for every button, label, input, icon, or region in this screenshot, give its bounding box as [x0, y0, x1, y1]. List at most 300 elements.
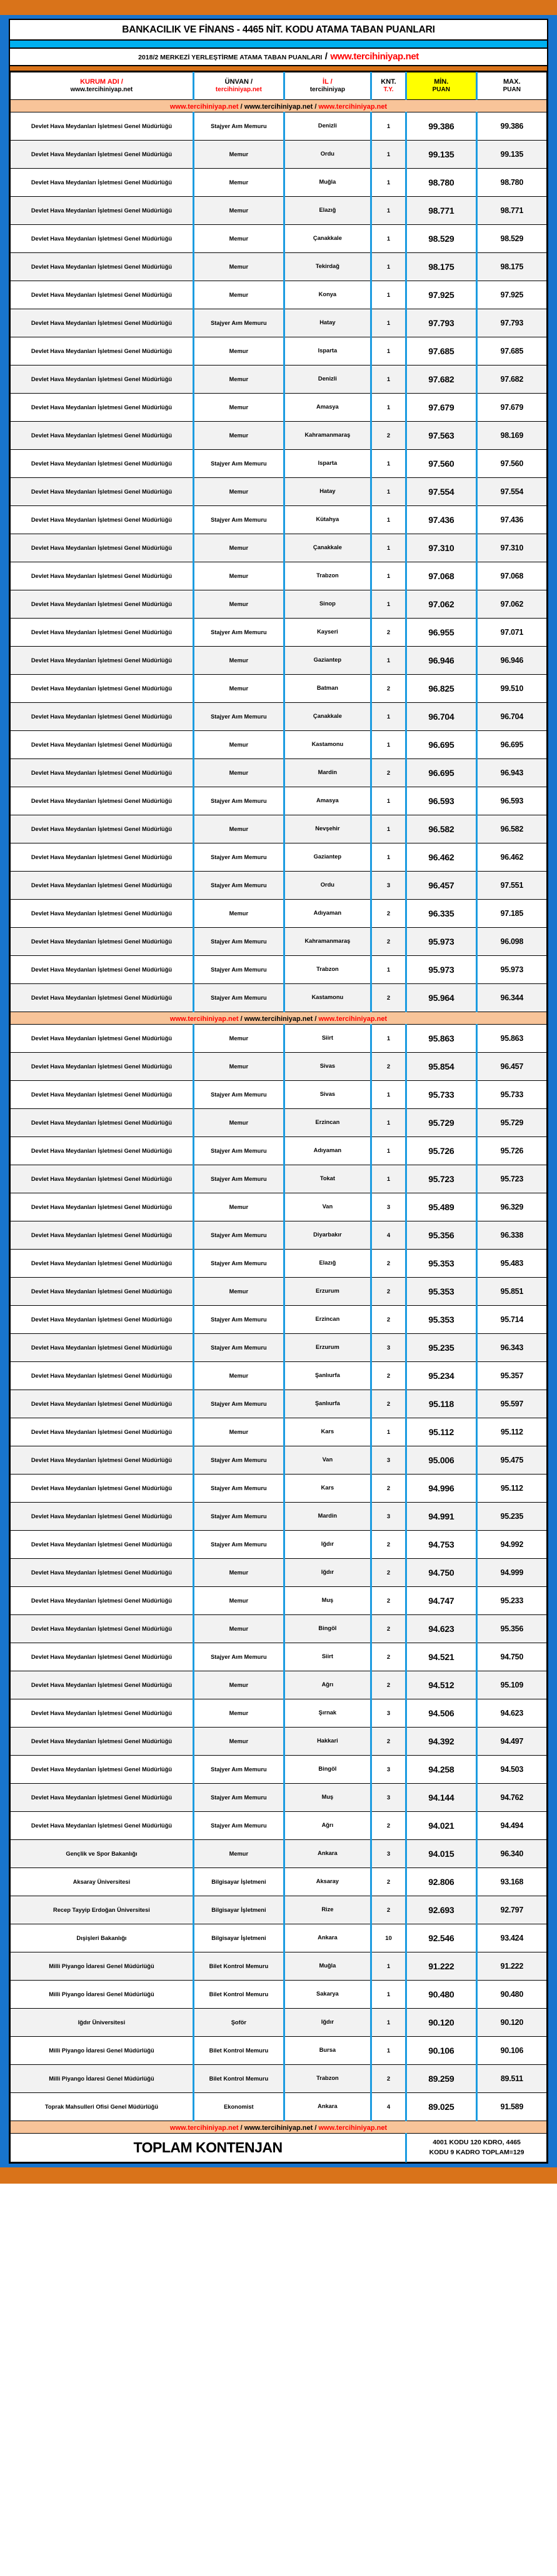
cell-kurum-adi: Devlet Hava Meydanları İşletmesi Genel Müdürlüğü — [11, 1587, 194, 1615]
cell-unvan: Memur — [193, 590, 284, 619]
promo-link-2[interactable]: www.tercihiniyap.net — [244, 102, 313, 111]
cell-kontenjan: 1 — [371, 815, 406, 843]
cell-max-puan: 96.098 — [476, 928, 546, 956]
cell-min-puan: 95.118 — [406, 1390, 476, 1418]
cell-il: Tekirdağ — [284, 253, 371, 281]
cell-max-puan: 98.780 — [476, 169, 546, 197]
table-row — [11, 1924, 547, 1952]
cell-kurum-adi: Devlet Hava Meydanları İşletmesi Genel Müdürlüğü — [11, 1334, 194, 1362]
cell-max-puan: 95.475 — [476, 1446, 546, 1474]
cell-unvan: Stajyer Aım Memuru — [193, 1137, 284, 1165]
cell-kurum-adi: Iğdır Üniversitesi — [11, 2009, 194, 2037]
cell-il: Bingöl — [284, 1615, 371, 1643]
cell-max-puan: 97.793 — [476, 309, 546, 337]
promo-link-2[interactable]: www.tercihiniyap.net — [244, 2124, 313, 2132]
cell-kurum-adi: Devlet Hava Meydanları İşletmesi Genel Müdürlüğü — [11, 1728, 194, 1756]
cell-il: Nevşehir — [284, 815, 371, 843]
col-header-knt — [371, 72, 406, 100]
cell-unvan: Stajyer Aım Memuru — [193, 309, 284, 337]
cell-il: Adıyaman — [284, 1137, 371, 1165]
cell-kurum-adi: Devlet Hava Meydanları İşletmesi Genel Müdürlüğü — [11, 1362, 194, 1390]
cell-il: Ağrı — [284, 1812, 371, 1840]
table-row — [11, 1250, 547, 1278]
cell-kontenjan: 1 — [371, 843, 406, 872]
table-row — [11, 872, 547, 900]
table-row — [11, 422, 547, 450]
cell-unvan: Memur — [193, 1615, 284, 1643]
cell-unvan: Stajyer Aım Memuru — [193, 619, 284, 647]
table-row — [11, 843, 547, 872]
cell-kontenjan: 3 — [371, 1840, 406, 1868]
cell-max-puan: 94.503 — [476, 1756, 546, 1784]
cell-kurum-adi: Devlet Hava Meydanları İşletmesi Genel Müdürlüğü — [11, 1025, 194, 1053]
cell-kurum-adi: Devlet Hava Meydanları İşletmesi Genel Müdürlüğü — [11, 309, 194, 337]
cell-kurum-adi: Devlet Hava Meydanları İşletmesi Genel Müdürlüğü — [11, 759, 194, 787]
sheet — [9, 19, 548, 2164]
cell-il: Hatay — [284, 478, 371, 506]
cell-max-puan: 97.185 — [476, 900, 546, 928]
cell-il: Ordu — [284, 872, 371, 900]
table-header-row — [11, 72, 547, 100]
cell-il: Siirt — [284, 1025, 371, 1053]
cell-unvan: Bilgisayar İşletmeni — [193, 1924, 284, 1952]
cell-unvan: Memur — [193, 1587, 284, 1615]
cell-kurum-adi: Devlet Hava Meydanları İşletmesi Genel Müdürlüğü — [11, 731, 194, 759]
cell-min-puan: 95.733 — [406, 1081, 476, 1109]
promo-banner-row — [11, 2121, 547, 2134]
table-row — [11, 1278, 547, 1306]
cell-kurum-adi: Devlet Hava Meydanları İşletmesi Genel Müdürlüğü — [11, 956, 194, 984]
cell-max-puan: 97.682 — [476, 366, 546, 394]
cell-max-puan: 94.999 — [476, 1559, 546, 1587]
cell-il: Van — [284, 1446, 371, 1474]
cell-kontenjan: 2 — [371, 1390, 406, 1418]
cell-max-puan: 98.771 — [476, 197, 546, 225]
cell-max-puan: 93.424 — [476, 1924, 546, 1952]
table-row — [11, 928, 547, 956]
cell-unvan: Memur — [193, 1418, 284, 1446]
table-row — [11, 1981, 547, 2009]
cell-kontenjan: 2 — [371, 1474, 406, 1503]
cell-max-puan: 90.106 — [476, 2037, 546, 2065]
cell-kurum-adi: Milli Piyango İdaresi Genel Müdürlüğü — [11, 1952, 194, 1981]
table-row — [11, 1503, 547, 1531]
table-row — [11, 1531, 547, 1559]
cell-il: Denizli — [284, 366, 371, 394]
col-header-kurum — [11, 72, 194, 100]
cell-unvan: Memur — [193, 1362, 284, 1390]
cell-min-puan: 97.310 — [406, 534, 476, 562]
cell-kontenjan: 2 — [371, 1643, 406, 1671]
promo-link-3[interactable]: www.tercihiniyap.net — [318, 102, 388, 111]
cell-kurum-adi: Devlet Hava Meydanları İşletmesi Genel Müdürlüğü — [11, 647, 194, 675]
cell-unvan: Memur — [193, 534, 284, 562]
cell-unvan: Stajyer Aım Memuru — [193, 1474, 284, 1503]
cell-min-puan: 94.747 — [406, 1587, 476, 1615]
cell-max-puan: 97.071 — [476, 619, 546, 647]
cell-min-puan: 91.222 — [406, 1952, 476, 1981]
col-header-kurum-line2: www.tercihiniyap.net — [70, 86, 133, 94]
cell-min-puan: 95.723 — [406, 1165, 476, 1193]
cell-max-puan: 92.797 — [476, 1896, 546, 1924]
cell-kontenjan: 1 — [371, 197, 406, 225]
cell-min-puan: 97.436 — [406, 506, 476, 534]
table-row — [11, 1559, 547, 1587]
cell-unvan: Stajyer Aım Memuru — [193, 787, 284, 815]
cell-il: Iğdır — [284, 1531, 371, 1559]
cell-kontenjan: 3 — [371, 1334, 406, 1362]
cell-kurum-adi: Devlet Hava Meydanları İşletmesi Genel Müdürlüğü — [11, 1418, 194, 1446]
cell-il: Trabzon — [284, 562, 371, 590]
cell-max-puan: 97.679 — [476, 394, 546, 422]
cell-kurum-adi: Devlet Hava Meydanları İşletmesi Genel Müdürlüğü — [11, 900, 194, 928]
table-row — [11, 169, 547, 197]
cell-unvan: Bilet Kontrol Memuru — [193, 1952, 284, 1981]
promo-link-3[interactable]: www.tercihiniyap.net — [318, 2124, 388, 2132]
cell-min-puan: 94.144 — [406, 1784, 476, 1812]
col-header-il-line1: İL / — [323, 78, 333, 86]
cell-max-puan: 95.733 — [476, 1081, 546, 1109]
cell-kontenjan: 1 — [371, 394, 406, 422]
cell-min-puan: 95.112 — [406, 1418, 476, 1446]
cell-kontenjan: 1 — [371, 253, 406, 281]
cell-max-puan: 96.340 — [476, 1840, 546, 1868]
cell-kontenjan: 1 — [371, 506, 406, 534]
cell-kurum-adi: Devlet Hava Meydanları İşletmesi Genel Müdürlüğü — [11, 422, 194, 450]
cell-kurum-adi: Devlet Hava Meydanları İşletmesi Genel Müdürlüğü — [11, 1221, 194, 1250]
cell-il: Mardin — [284, 759, 371, 787]
cell-min-puan: 95.489 — [406, 1193, 476, 1221]
cell-kontenjan: 1 — [371, 309, 406, 337]
table-row — [11, 900, 547, 928]
table-row — [11, 1587, 547, 1615]
cell-max-puan: 99.135 — [476, 141, 546, 169]
cell-il: Kars — [284, 1418, 371, 1446]
cell-kontenjan: 1 — [371, 478, 406, 506]
cell-unvan: Memur — [193, 1109, 284, 1137]
cell-il: Çanakkale — [284, 225, 371, 253]
cell-min-puan: 98.780 — [406, 169, 476, 197]
col-header-knt-line1: KNT. — [381, 78, 396, 86]
cell-kurum-adi: Devlet Hava Meydanları İşletmesi Genel Müdürlüğü — [11, 1671, 194, 1699]
cell-max-puan: 96.695 — [476, 731, 546, 759]
cell-min-puan: 90.480 — [406, 1981, 476, 2009]
promo-link-3[interactable]: www.tercihiniyap.net — [318, 1015, 388, 1023]
cell-max-puan: 95.973 — [476, 956, 546, 984]
cell-kurum-adi: Milli Piyango İdaresi Genel Müdürlüğü — [11, 1981, 194, 2009]
cell-unvan: Bilet Kontrol Memuru — [193, 2065, 284, 2093]
table-row — [11, 1193, 547, 1221]
cell-kurum-adi: Gençlik ve Spor Bakanlığı — [11, 1840, 194, 1868]
cell-min-puan: 90.106 — [406, 2037, 476, 2065]
cell-kurum-adi: Devlet Hava Meydanları İşletmesi Genel Müdürlüğü — [11, 450, 194, 478]
cell-unvan: Memur — [193, 1840, 284, 1868]
cell-min-puan: 96.462 — [406, 843, 476, 872]
cell-unvan: Memur — [193, 1699, 284, 1728]
table-row — [11, 675, 547, 703]
cell-il: Aksaray — [284, 1868, 371, 1896]
cell-max-puan: 99.510 — [476, 675, 546, 703]
cell-min-puan: 95.729 — [406, 1109, 476, 1137]
page-title-text: BANKACILIK VE FİNANS - 4465 NİT. KODU ATAMA TABAN PUANLARI — [122, 24, 435, 35]
cell-il: Kahramanmaraş — [284, 928, 371, 956]
cell-kurum-adi: Devlet Hava Meydanları İşletmesi Genel Müdürlüğü — [11, 1699, 194, 1728]
cell-max-puan: 97.551 — [476, 872, 546, 900]
cell-kontenjan: 2 — [371, 1278, 406, 1306]
cell-il: Sinop — [284, 590, 371, 619]
promo-separator-2: / — [313, 102, 319, 111]
cell-kurum-adi: Devlet Hava Meydanları İşletmesi Genel Müdürlüğü — [11, 197, 194, 225]
promo-link-1[interactable]: www.tercihiniyap.net — [169, 1015, 239, 1023]
cell-min-puan: 94.392 — [406, 1728, 476, 1756]
cell-kurum-adi: Devlet Hava Meydanları İşletmesi Genel Müdürlüğü — [11, 1812, 194, 1840]
cell-max-puan: 95.112 — [476, 1474, 546, 1503]
col-header-max-puan — [476, 72, 546, 100]
cell-max-puan: 96.704 — [476, 703, 546, 731]
cell-min-puan: 97.554 — [406, 478, 476, 506]
cell-kontenjan: 3 — [371, 872, 406, 900]
col-header-min-puan — [406, 72, 476, 100]
cell-kontenjan: 2 — [371, 619, 406, 647]
cell-kontenjan: 4 — [371, 1221, 406, 1250]
cell-il: Erzurum — [284, 1278, 371, 1306]
table-row — [11, 1840, 547, 1868]
cell-max-puan: 95.233 — [476, 1587, 546, 1615]
cell-kurum-adi: Devlet Hava Meydanları İşletmesi Genel Müdürlüğü — [11, 534, 194, 562]
table-row — [11, 647, 547, 675]
table-row — [11, 759, 547, 787]
cell-kurum-adi: Devlet Hava Meydanları İşletmesi Genel Müdürlüğü — [11, 1474, 194, 1503]
col-header-max-line2: PUAN — [503, 86, 521, 94]
cell-kurum-adi: Devlet Hava Meydanları İşletmesi Genel Müdürlüğü — [11, 787, 194, 815]
table-row — [11, 984, 547, 1012]
cell-kontenjan: 1 — [371, 112, 406, 141]
cell-min-puan: 94.623 — [406, 1615, 476, 1643]
promo-link-1[interactable]: www.tercihiniyap.net — [169, 2124, 239, 2132]
table-row — [11, 225, 547, 253]
cell-kurum-adi: Dışişleri Bakanlığı — [11, 1924, 194, 1952]
promo-banner-row — [11, 100, 547, 112]
cell-kontenjan: 1 — [371, 169, 406, 197]
cell-kurum-adi: Devlet Hava Meydanları İşletmesi Genel Müdürlüğü — [11, 1109, 194, 1137]
table-row — [11, 1165, 547, 1193]
cell-il: Mardin — [284, 1503, 371, 1531]
promo-link-1[interactable]: www.tercihiniyap.net — [169, 102, 239, 111]
cell-il: Sivas — [284, 1053, 371, 1081]
cell-il: Siirt — [284, 1643, 371, 1671]
cell-kontenjan: 2 — [371, 1896, 406, 1924]
cell-min-puan: 94.750 — [406, 1559, 476, 1587]
cell-kontenjan: 1 — [371, 2037, 406, 2065]
cell-il: Gaziantep — [284, 843, 371, 872]
cell-max-puan: 95.863 — [476, 1025, 546, 1053]
cell-unvan: Stajyer Aım Memuru — [193, 1081, 284, 1109]
score-table — [10, 72, 547, 2162]
cell-il: Bursa — [284, 2037, 371, 2065]
table-row — [11, 2009, 547, 2037]
cell-unvan: Stajyer Aım Memuru — [193, 1756, 284, 1784]
cell-il: Amasya — [284, 787, 371, 815]
cell-kontenjan: 2 — [371, 1306, 406, 1334]
subtitle-site-link[interactable]: www.tercihiniyap.net — [330, 51, 419, 62]
cell-min-puan: 96.457 — [406, 872, 476, 900]
cell-il: Şanlıurfa — [284, 1390, 371, 1418]
cell-min-puan: 97.068 — [406, 562, 476, 590]
cell-min-puan: 94.512 — [406, 1671, 476, 1699]
cell-kurum-adi: Devlet Hava Meydanları İşletmesi Genel Müdürlüğü — [11, 1306, 194, 1334]
cell-min-puan: 97.793 — [406, 309, 476, 337]
cell-unvan: Stajyer Aım Memuru — [193, 843, 284, 872]
cell-min-puan: 94.521 — [406, 1643, 476, 1671]
cell-kurum-adi: Devlet Hava Meydanları İşletmesi Genel Müdürlüğü — [11, 281, 194, 309]
cell-il: Trabzon — [284, 956, 371, 984]
total-value-line1: 4001 KODU 120 KDRO, 4465 — [433, 2139, 521, 2147]
cell-kontenjan: 1 — [371, 337, 406, 366]
cell-min-puan: 95.854 — [406, 1053, 476, 1081]
cell-min-puan: 97.560 — [406, 450, 476, 478]
table-row — [11, 731, 547, 759]
cell-max-puan: 94.623 — [476, 1699, 546, 1728]
table-row — [11, 1137, 547, 1165]
cell-max-puan: 95.357 — [476, 1362, 546, 1390]
cell-kontenjan: 1 — [371, 2009, 406, 2037]
cell-unvan: Memur — [193, 815, 284, 843]
cell-il: Denizli — [284, 112, 371, 141]
subtitle-separator: / — [324, 51, 328, 62]
cell-kontenjan: 2 — [371, 759, 406, 787]
cell-il: Ankara — [284, 2093, 371, 2121]
cell-max-puan: 97.436 — [476, 506, 546, 534]
cell-min-puan: 94.021 — [406, 1812, 476, 1840]
col-header-il — [284, 72, 371, 100]
col-header-min-line1: MİN. — [434, 78, 449, 86]
cell-kontenjan: 2 — [371, 1868, 406, 1896]
total-row — [11, 2134, 547, 2162]
cell-max-puan: 97.925 — [476, 281, 546, 309]
cell-max-puan: 96.338 — [476, 1221, 546, 1250]
cell-max-puan: 95.235 — [476, 1503, 546, 1531]
cell-kontenjan: 2 — [371, 1559, 406, 1587]
cell-kurum-adi: Devlet Hava Meydanları İşletmesi Genel Müdürlüğü — [11, 1053, 194, 1081]
cell-kontenjan: 2 — [371, 422, 406, 450]
promo-banner — [11, 1012, 547, 1025]
cell-max-puan: 99.386 — [476, 112, 546, 141]
cell-kurum-adi: Milli Piyango İdaresi Genel Müdürlüğü — [11, 2065, 194, 2093]
table-row — [11, 450, 547, 478]
cell-kurum-adi: Toprak Mahsulleri Ofisi Genel Müdürlüğü — [11, 2093, 194, 2121]
col-header-max-line1: MAX. — [503, 78, 521, 86]
table-row — [11, 1390, 547, 1418]
cell-kontenjan: 1 — [371, 225, 406, 253]
cell-unvan: Memur — [193, 225, 284, 253]
cell-max-puan: 95.597 — [476, 1390, 546, 1418]
cell-unvan: Şoför — [193, 2009, 284, 2037]
cell-max-puan: 98.169 — [476, 422, 546, 450]
col-header-il-line2: tercihiniyap — [309, 86, 345, 94]
cell-kurum-adi: Devlet Hava Meydanları İşletmesi Genel Müdürlüğü — [11, 590, 194, 619]
cell-kurum-adi: Milli Piyango İdaresi Genel Müdürlüğü — [11, 2037, 194, 2065]
cell-unvan: Stajyer Aım Memuru — [193, 1165, 284, 1193]
cell-max-puan: 96.329 — [476, 1193, 546, 1221]
cell-il: Ankara — [284, 1924, 371, 1952]
cell-kontenjan: 1 — [371, 787, 406, 815]
table-row — [11, 1728, 547, 1756]
cell-kurum-adi: Devlet Hava Meydanları İşletmesi Genel Müdürlüğü — [11, 225, 194, 253]
cell-max-puan: 95.714 — [476, 1306, 546, 1334]
cell-unvan: Memur — [193, 281, 284, 309]
cell-unvan: Memur — [193, 1025, 284, 1053]
promo-link-2[interactable]: www.tercihiniyap.net — [244, 1015, 313, 1023]
cell-kontenjan: 1 — [371, 731, 406, 759]
cell-max-puan: 96.344 — [476, 984, 546, 1012]
cell-kontenjan: 1 — [371, 534, 406, 562]
cell-kurum-adi: Devlet Hava Meydanları İşletmesi Genel Müdürlüğü — [11, 1081, 194, 1109]
cell-kontenjan: 1 — [371, 450, 406, 478]
cell-kurum-adi: Devlet Hava Meydanları İşletmesi Genel Müdürlüğü — [11, 675, 194, 703]
cell-kontenjan: 2 — [371, 984, 406, 1012]
cell-il: Çanakkale — [284, 703, 371, 731]
cell-min-puan: 97.679 — [406, 394, 476, 422]
cell-max-puan: 91.589 — [476, 2093, 546, 2121]
table-row — [11, 506, 547, 534]
cell-min-puan: 96.825 — [406, 675, 476, 703]
cell-min-puan: 89.025 — [406, 2093, 476, 2121]
cell-il: Elazığ — [284, 1250, 371, 1278]
table-row — [11, 337, 547, 366]
cell-kurum-adi: Recep Tayyip Erdoğan Üniversitesi — [11, 1896, 194, 1924]
cell-max-puan: 95.112 — [476, 1418, 546, 1446]
cell-il: Gaziantep — [284, 647, 371, 675]
cell-unvan: Memur — [193, 675, 284, 703]
table-row — [11, 1446, 547, 1474]
cell-max-puan: 94.992 — [476, 1531, 546, 1559]
cell-unvan: Bilgisayar İşletmeni — [193, 1868, 284, 1896]
cell-unvan: Bilet Kontrol Memuru — [193, 2037, 284, 2065]
cell-unvan: Stajyer Aım Memuru — [193, 450, 284, 478]
table-row — [11, 478, 547, 506]
cell-max-puan: 91.222 — [476, 1952, 546, 1981]
cell-il: Ordu — [284, 141, 371, 169]
cell-unvan: Stajyer Aım Memuru — [193, 1503, 284, 1531]
cell-kontenjan: 3 — [371, 1699, 406, 1728]
page-title — [10, 20, 547, 41]
total-value — [406, 2134, 547, 2162]
table-row — [11, 2037, 547, 2065]
cell-kontenjan: 1 — [371, 647, 406, 675]
cell-kurum-adi: Devlet Hava Meydanları İşletmesi Genel Müdürlüğü — [11, 562, 194, 590]
promo-separator-1: / — [238, 2124, 244, 2132]
cell-kontenjan: 1 — [371, 1137, 406, 1165]
cell-unvan: Stajyer Aım Memuru — [193, 928, 284, 956]
cell-unvan: Memur — [193, 394, 284, 422]
orange-divider — [10, 66, 547, 72]
cell-il: Kastamonu — [284, 984, 371, 1012]
table-footer — [11, 2134, 547, 2162]
cell-il: Erzurum — [284, 1334, 371, 1362]
cell-min-puan: 95.973 — [406, 928, 476, 956]
cyan-divider — [10, 41, 547, 49]
cell-kurum-adi: Devlet Hava Meydanları İşletmesi Genel Müdürlüğü — [11, 1278, 194, 1306]
promo-banner-row — [11, 1012, 547, 1025]
cell-kontenjan: 2 — [371, 1728, 406, 1756]
cell-il: Kütahya — [284, 506, 371, 534]
cell-min-puan: 97.925 — [406, 281, 476, 309]
cell-il: Iğdır — [284, 1559, 371, 1587]
cell-min-puan: 99.386 — [406, 112, 476, 141]
cell-kurum-adi: Devlet Hava Meydanları İşletmesi Genel Müdürlüğü — [11, 1784, 194, 1812]
cell-min-puan: 98.175 — [406, 253, 476, 281]
cell-kurum-adi: Devlet Hava Meydanları İşletmesi Genel Müdürlüğü — [11, 337, 194, 366]
